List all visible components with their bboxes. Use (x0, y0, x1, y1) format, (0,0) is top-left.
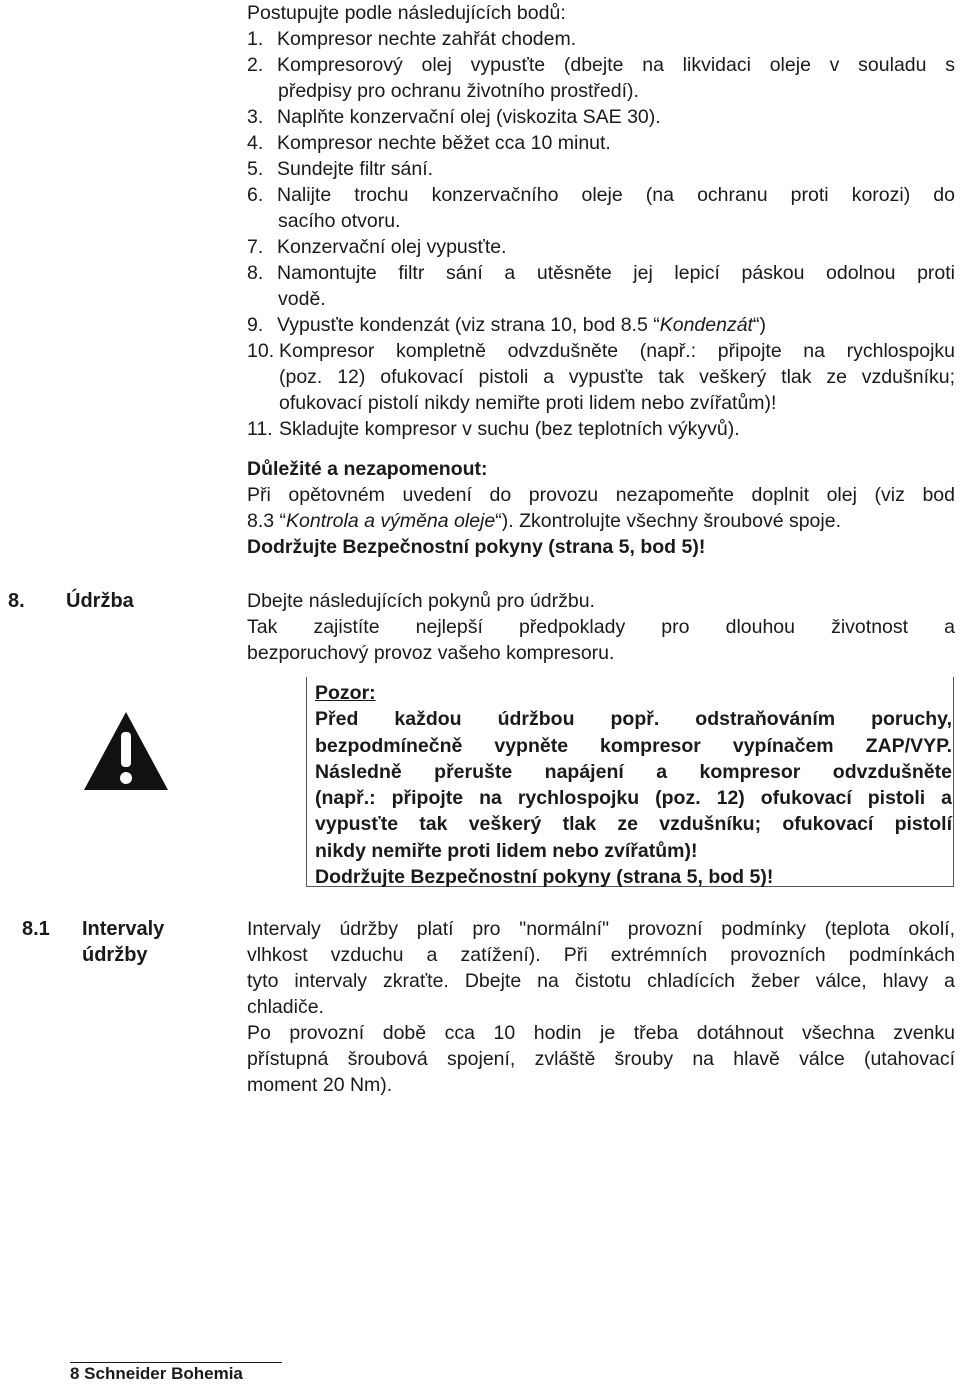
paragraph-line: Tak zajistíte nejlepší předpoklady pro dlouhou životnost a (247, 616, 955, 638)
warning-line: vypusťte tak veškerý tlak ze vzdušníku; ofukovací pistolí (315, 813, 952, 836)
subsection-title-line2: údržby (82, 944, 148, 966)
warning-triangle-icon (82, 710, 170, 792)
list-item: 6. Nalijte trochu konzervačního oleje (na ochranu proti korozi) do (247, 184, 955, 206)
procedure-list (247, 0, 955, 442)
subsection-number: 8.1 (22, 918, 50, 940)
list-item-continuation: předpisy pro ochranu životního prostředí). (278, 80, 639, 102)
important-line: 8.3 “Kontrola a výměna oleje“). Zkontrolujte všechny šroubové spoje. (247, 510, 841, 532)
warning-line: Před každou údržbou popř. odstraňováním poruchy, (315, 708, 952, 731)
list-item: 7. Konzervační olej vypusťte. (247, 236, 507, 258)
section-number: 8. (8, 590, 25, 612)
paragraph-line: bezporuchový provoz vašeho kompresoru. (247, 642, 615, 664)
list-item: 5. Sundejte filtr sání. (247, 158, 434, 180)
paragraph-line: Intervaly údržby platí pro "normální" provozní podmínky (teplota okolí, (247, 918, 955, 940)
section-8-body (247, 588, 955, 666)
paragraph-line: chladiče. (247, 996, 324, 1018)
list-item-continuation: sacího otvoru. (278, 210, 401, 232)
paragraph-line: vlhkost vzduchu a zatížení). Při extrémních provozních podmínkách (247, 944, 955, 966)
important-note (247, 456, 955, 560)
footer-rule (70, 1362, 282, 1363)
list-item: 3. Naplňte konzervační olej (viskozita SAE 30). (247, 106, 661, 128)
list-item: 9. Vypusťte kondenzát (viz strana 10, bod 8.5 “Kondenzát“) (247, 314, 766, 336)
important-title: Důležité a nezapomenout: (247, 458, 488, 480)
list-item: 11. Skladujte kompresor v suchu (bez teplotních výkyvů). (247, 418, 740, 440)
list-item: 4. Kompresor nechte běžet cca 10 minut. (247, 132, 611, 154)
paragraph-line: přístupná šroubová spojení, zvláště šrouby na hlavě válce (utahovací (247, 1048, 955, 1070)
paragraph-line: Po provozní době cca 10 hodin je třeba dotáhnout všechna zvenku (247, 1022, 955, 1044)
warning-line: Následně přerušte napájení a kompresor odvzdušněte (315, 760, 952, 783)
important-safety-line: Dodržujte Bezpečnostní pokyny (strana 5, bod 5)! (247, 536, 706, 558)
list-item: 10. Kompresor kompletně odvzdušněte (např.: připojte na rychlospojku (247, 340, 955, 362)
procedure-intro: Postupujte podle následujících bodů: (247, 2, 566, 24)
paragraph-line: tyto intervaly zkraťte. Dbejte na čistotu chladících žeber válce, hlavy a (247, 970, 955, 992)
section-8-1-body (247, 916, 955, 1098)
warning-line: nikdy nemiřte proti lidem nebo zvířatům)! (315, 839, 698, 862)
page-footer: 8 Schneider Bohemia (70, 1364, 243, 1383)
list-item-continuation: (poz. 12) ofukovací pistoli a vypusťte tak veškerý tlak ze vzdušníku; (279, 366, 955, 388)
warning-line: Dodržujte Bezpečnostní pokyny (strana 5, bod 5)! (315, 866, 774, 889)
list-item: 8. Namontujte filtr sání a utěsněte jej lepicí páskou odolnou proti (247, 262, 955, 284)
warning-line: bezpodmínečně vypněte kompresor vypínačem ZAP/VYP. (315, 734, 952, 757)
warning-line: (např.: připojte na rychlospojku (poz. 12) ofukovací pistoli a (315, 787, 952, 810)
list-item: 1. Kompresor nechte zahřát chodem. (247, 28, 577, 50)
paragraph-line: Dbejte následujících pokynů pro údržbu. (247, 590, 595, 612)
warning-title: Pozor: (315, 682, 376, 704)
list-item: 2. Kompresorový olej vypusťte (dbejte na likvidaci oleje v souladu s (247, 54, 955, 76)
important-line: Při opětovném uvedení do provozu nezapomeňte doplnit olej (viz bod (247, 484, 955, 506)
warning-text (315, 680, 952, 890)
paragraph-line: moment 20 Nm). (247, 1074, 393, 1096)
subsection-title: Intervaly (82, 918, 165, 940)
section-title: Údržba (66, 590, 134, 612)
list-item-continuation: ofukovací pistolí nikdy nemiřte proti lidem nebo zvířatům)! (279, 392, 777, 414)
list-item-continuation: vodě. (278, 288, 326, 310)
